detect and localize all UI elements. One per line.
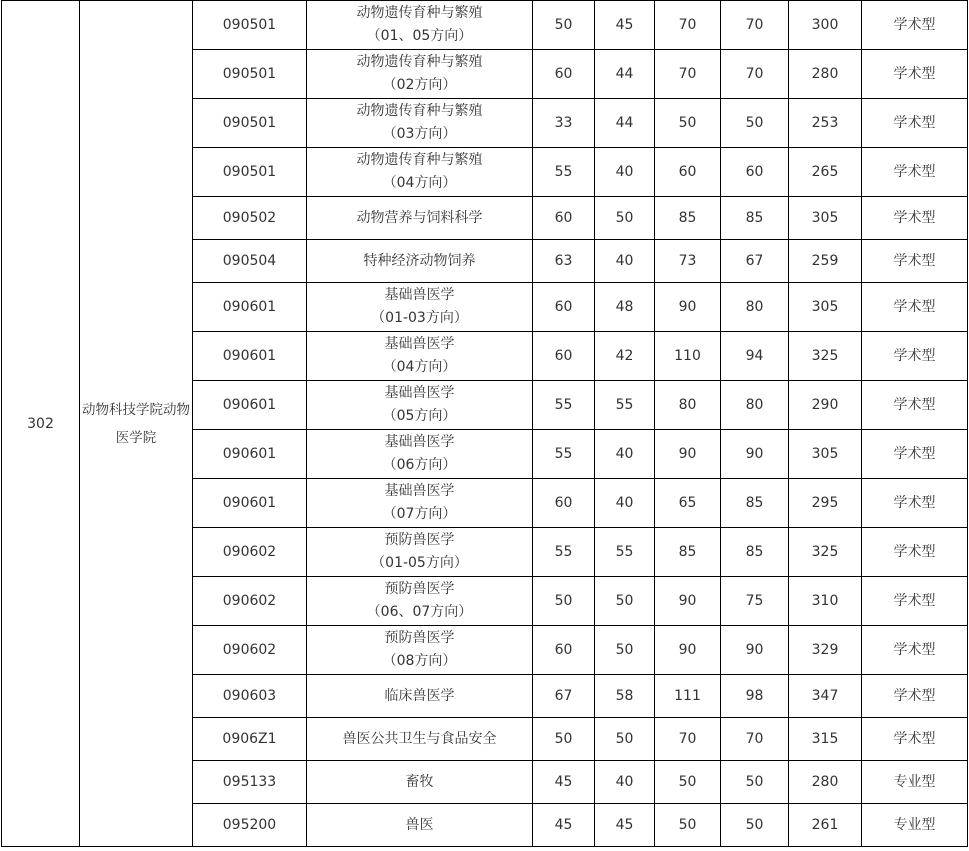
major-name-cell bbox=[307, 626, 533, 675]
major-name: 特种经济动物饲养 bbox=[363, 252, 476, 269]
major-direction: （07方向） bbox=[382, 506, 457, 522]
major-direction: （06方向） bbox=[382, 457, 457, 473]
major-name: 动物遗传育种与繁殖 bbox=[356, 152, 483, 168]
degree-type-cell: 学术型 bbox=[862, 675, 968, 718]
degree-type-cell: 学术型 bbox=[862, 283, 968, 332]
major-name: 基础兽医学 bbox=[384, 385, 455, 401]
course1-score-cell: 80 bbox=[655, 381, 721, 430]
major-code-cell: 090601 bbox=[193, 283, 307, 332]
degree-type-cell: 学术型 bbox=[862, 1, 968, 50]
politics-score-cell: 60 bbox=[533, 50, 595, 99]
major-code-cell: 090504 bbox=[193, 240, 307, 283]
course2-score-cell: 50 bbox=[721, 804, 789, 847]
major-name-cell bbox=[307, 381, 533, 430]
course2-score-cell: 80 bbox=[721, 283, 789, 332]
total-score-cell: 305 bbox=[789, 197, 862, 240]
course1-score-cell: 60 bbox=[655, 148, 721, 197]
course2-score-cell: 80 bbox=[721, 381, 789, 430]
major-code-cell: 090501 bbox=[193, 99, 307, 148]
total-score-cell: 261 bbox=[789, 804, 862, 847]
degree-type-cell: 学术型 bbox=[862, 99, 968, 148]
major-direction: （04方向） bbox=[382, 359, 457, 375]
politics-score-cell: 50 bbox=[533, 577, 595, 626]
major-code-cell: 090603 bbox=[193, 675, 307, 718]
course2-score-cell: 85 bbox=[721, 528, 789, 577]
politics-score-cell: 45 bbox=[533, 761, 595, 804]
politics-score-cell: 63 bbox=[533, 240, 595, 283]
course1-score-cell: 70 bbox=[655, 718, 721, 761]
politics-score-cell: 60 bbox=[533, 197, 595, 240]
major-code-cell: 090601 bbox=[193, 381, 307, 430]
major-direction: （06、07方向） bbox=[366, 604, 473, 620]
total-score-cell: 305 bbox=[789, 430, 862, 479]
total-score-cell: 310 bbox=[789, 577, 862, 626]
major-name-cell bbox=[307, 718, 533, 761]
degree-type-cell: 学术型 bbox=[862, 479, 968, 528]
major-name-cell bbox=[307, 197, 533, 240]
major-name-cell bbox=[307, 148, 533, 197]
major-name-cell bbox=[307, 332, 533, 381]
major-name: 动物遗传育种与繁殖 bbox=[356, 103, 483, 119]
major-code-cell: 090602 bbox=[193, 626, 307, 675]
foreign-language-score-cell: 50 bbox=[595, 718, 655, 761]
major-name: 兽医公共卫生与食品安全 bbox=[342, 730, 497, 747]
major-code-cell: 090602 bbox=[193, 528, 307, 577]
major-direction: （04方向） bbox=[382, 175, 457, 191]
major-name-cell bbox=[307, 1, 533, 50]
major-code-cell: 095133 bbox=[193, 761, 307, 804]
major-name: 基础兽医学 bbox=[384, 483, 455, 499]
major-name-cell bbox=[307, 479, 533, 528]
total-score-cell: 253 bbox=[789, 99, 862, 148]
major-name: 动物遗传育种与繁殖 bbox=[356, 54, 483, 70]
major-name: 临床兽医学 bbox=[384, 687, 455, 704]
course2-score-cell: 50 bbox=[721, 761, 789, 804]
major-code-cell: 090602 bbox=[193, 577, 307, 626]
course1-score-cell: 110 bbox=[655, 332, 721, 381]
major-name: 预防兽医学 bbox=[384, 630, 455, 646]
foreign-language-score-cell: 40 bbox=[595, 148, 655, 197]
foreign-language-score-cell: 50 bbox=[595, 577, 655, 626]
major-direction: （03方向） bbox=[382, 126, 457, 142]
course1-score-cell: 50 bbox=[655, 99, 721, 148]
foreign-language-score-cell: 55 bbox=[595, 381, 655, 430]
degree-type-cell: 学术型 bbox=[862, 381, 968, 430]
degree-type-cell: 专业型 bbox=[862, 761, 968, 804]
course2-score-cell: 85 bbox=[721, 479, 789, 528]
degree-type-cell: 学术型 bbox=[862, 197, 968, 240]
course2-score-cell: 67 bbox=[721, 240, 789, 283]
course1-score-cell: 90 bbox=[655, 283, 721, 332]
course2-score-cell: 50 bbox=[721, 99, 789, 148]
foreign-language-score-cell: 40 bbox=[595, 479, 655, 528]
course2-score-cell: 85 bbox=[721, 197, 789, 240]
politics-score-cell: 55 bbox=[533, 528, 595, 577]
major-name-cell bbox=[307, 50, 533, 99]
course2-score-cell: 90 bbox=[721, 430, 789, 479]
foreign-language-score-cell: 50 bbox=[595, 626, 655, 675]
total-score-cell: 259 bbox=[789, 240, 862, 283]
total-score-cell: 325 bbox=[789, 332, 862, 381]
table-row bbox=[2, 1, 968, 50]
course1-score-cell: 65 bbox=[655, 479, 721, 528]
course1-score-cell: 70 bbox=[655, 50, 721, 99]
major-name-cell bbox=[307, 804, 533, 847]
total-score-cell: 300 bbox=[789, 1, 862, 50]
foreign-language-score-cell: 40 bbox=[595, 240, 655, 283]
foreign-language-score-cell: 45 bbox=[595, 1, 655, 50]
foreign-language-score-cell: 44 bbox=[595, 50, 655, 99]
politics-score-cell: 50 bbox=[533, 718, 595, 761]
course1-score-cell: 90 bbox=[655, 626, 721, 675]
politics-score-cell: 60 bbox=[533, 283, 595, 332]
total-score-cell: 315 bbox=[789, 718, 862, 761]
course1-score-cell: 111 bbox=[655, 675, 721, 718]
degree-type-cell: 学术型 bbox=[862, 50, 968, 99]
major-code-cell: 090601 bbox=[193, 332, 307, 381]
course2-score-cell: 70 bbox=[721, 718, 789, 761]
major-code-cell: 090501 bbox=[193, 1, 307, 50]
course2-score-cell: 98 bbox=[721, 675, 789, 718]
table-body bbox=[2, 1, 968, 847]
politics-score-cell: 55 bbox=[533, 381, 595, 430]
major-direction: （01-05方向） bbox=[371, 555, 468, 571]
course1-score-cell: 85 bbox=[655, 528, 721, 577]
major-code-cell: 095200 bbox=[193, 804, 307, 847]
degree-type-cell: 学术型 bbox=[862, 577, 968, 626]
politics-score-cell: 33 bbox=[533, 99, 595, 148]
politics-score-cell: 60 bbox=[533, 626, 595, 675]
politics-score-cell: 45 bbox=[533, 804, 595, 847]
foreign-language-score-cell: 42 bbox=[595, 332, 655, 381]
degree-type-cell: 专业型 bbox=[862, 804, 968, 847]
major-name-cell bbox=[307, 577, 533, 626]
degree-type-cell: 学术型 bbox=[862, 332, 968, 381]
major-direction: （08方向） bbox=[382, 653, 457, 669]
degree-type-cell: 学术型 bbox=[862, 626, 968, 675]
major-direction: （05方向） bbox=[382, 408, 457, 424]
foreign-language-score-cell: 44 bbox=[595, 99, 655, 148]
course1-score-cell: 50 bbox=[655, 761, 721, 804]
total-score-cell: 305 bbox=[789, 283, 862, 332]
major-code-cell: 090601 bbox=[193, 479, 307, 528]
major-name-cell bbox=[307, 240, 533, 283]
degree-type-cell: 学术型 bbox=[862, 430, 968, 479]
score-table bbox=[1, 0, 968, 847]
foreign-language-score-cell: 45 bbox=[595, 804, 655, 847]
major-name: 动物遗传育种与繁殖 bbox=[356, 5, 483, 21]
major-name: 畜牧 bbox=[405, 773, 434, 790]
course2-score-cell: 70 bbox=[721, 50, 789, 99]
major-name-cell bbox=[307, 99, 533, 148]
major-direction: （02方向） bbox=[382, 77, 457, 93]
course2-score-cell: 60 bbox=[721, 148, 789, 197]
foreign-language-score-cell: 55 bbox=[595, 528, 655, 577]
degree-type-cell: 学术型 bbox=[862, 718, 968, 761]
major-name: 基础兽医学 bbox=[384, 336, 455, 352]
total-score-cell: 347 bbox=[789, 675, 862, 718]
politics-score-cell: 60 bbox=[533, 479, 595, 528]
course1-score-cell: 85 bbox=[655, 197, 721, 240]
degree-type-cell: 学术型 bbox=[862, 148, 968, 197]
major-name-cell bbox=[307, 528, 533, 577]
major-code-cell: 090501 bbox=[193, 148, 307, 197]
foreign-language-score-cell: 40 bbox=[595, 761, 655, 804]
total-score-cell: 329 bbox=[789, 626, 862, 675]
major-name: 预防兽医学 bbox=[384, 532, 455, 548]
major-direction: （01-03方向） bbox=[371, 310, 468, 326]
course1-score-cell: 50 bbox=[655, 804, 721, 847]
politics-score-cell: 55 bbox=[533, 148, 595, 197]
politics-score-cell: 67 bbox=[533, 675, 595, 718]
course2-score-cell: 90 bbox=[721, 626, 789, 675]
course2-score-cell: 94 bbox=[721, 332, 789, 381]
total-score-cell: 290 bbox=[789, 381, 862, 430]
major-direction: （01、05方向） bbox=[366, 28, 473, 44]
course2-score-cell: 70 bbox=[721, 1, 789, 50]
major-name-cell bbox=[307, 283, 533, 332]
foreign-language-score-cell: 58 bbox=[595, 675, 655, 718]
total-score-cell: 280 bbox=[789, 50, 862, 99]
college-name-cell: 动物科技学院动物医学院 bbox=[80, 1, 193, 847]
major-name: 动物营养与饲料科学 bbox=[356, 209, 483, 226]
major-name-cell bbox=[307, 430, 533, 479]
course1-score-cell: 90 bbox=[655, 430, 721, 479]
foreign-language-score-cell: 40 bbox=[595, 430, 655, 479]
total-score-cell: 280 bbox=[789, 761, 862, 804]
total-score-cell: 295 bbox=[789, 479, 862, 528]
major-name-cell bbox=[307, 675, 533, 718]
degree-type-cell: 学术型 bbox=[862, 528, 968, 577]
foreign-language-score-cell: 48 bbox=[595, 283, 655, 332]
major-code-cell: 090601 bbox=[193, 430, 307, 479]
politics-score-cell: 55 bbox=[533, 430, 595, 479]
politics-score-cell: 50 bbox=[533, 1, 595, 50]
politics-score-cell: 60 bbox=[533, 332, 595, 381]
unit-code-cell: 302 bbox=[2, 1, 80, 847]
major-name: 预防兽医学 bbox=[384, 581, 455, 597]
major-name: 兽医 bbox=[405, 816, 434, 833]
major-name: 基础兽医学 bbox=[384, 434, 455, 450]
major-code-cell: 090502 bbox=[193, 197, 307, 240]
course1-score-cell: 90 bbox=[655, 577, 721, 626]
course1-score-cell: 70 bbox=[655, 1, 721, 50]
foreign-language-score-cell: 50 bbox=[595, 197, 655, 240]
major-name: 基础兽医学 bbox=[384, 287, 455, 303]
major-code-cell: 0906Z1 bbox=[193, 718, 307, 761]
course1-score-cell: 73 bbox=[655, 240, 721, 283]
major-name-cell bbox=[307, 761, 533, 804]
course2-score-cell: 75 bbox=[721, 577, 789, 626]
major-code-cell: 090501 bbox=[193, 50, 307, 99]
total-score-cell: 265 bbox=[789, 148, 862, 197]
degree-type-cell: 学术型 bbox=[862, 240, 968, 283]
total-score-cell: 325 bbox=[789, 528, 862, 577]
